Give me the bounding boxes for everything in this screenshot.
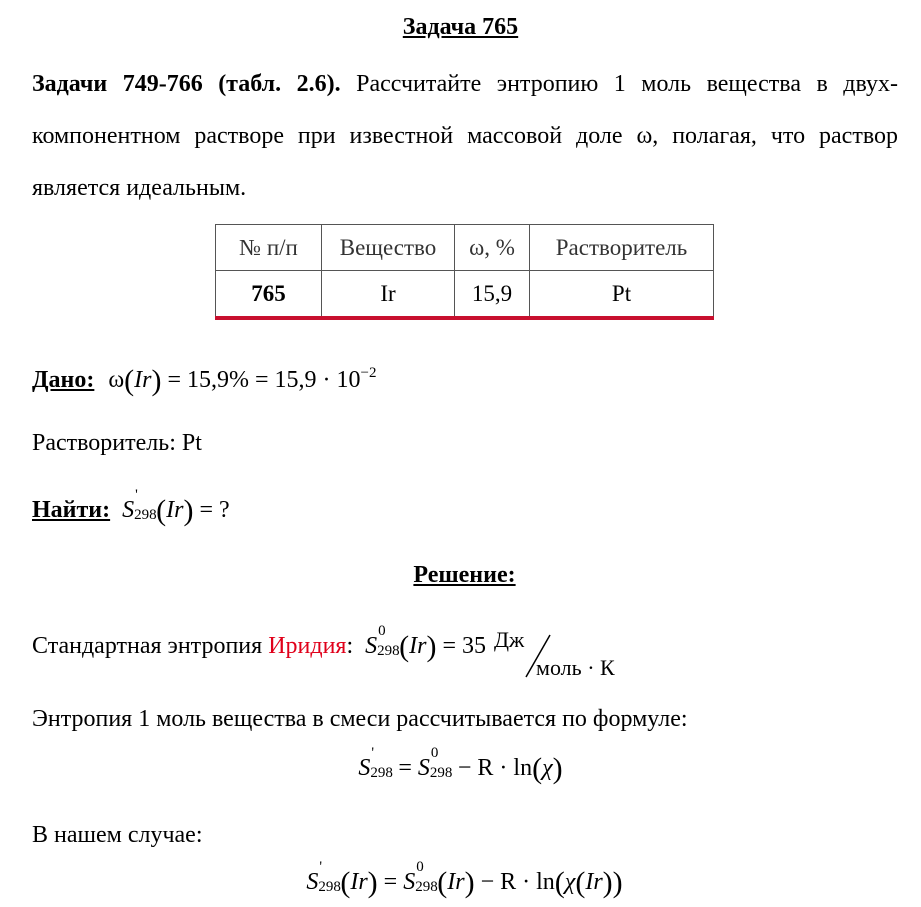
rhs-symbol: S (417, 755, 430, 781)
case-line: В нашем случае: (32, 822, 203, 848)
table-header: Растворитель (530, 225, 714, 271)
find-rest: = ? (199, 497, 230, 523)
prime-mark: ' (371, 745, 375, 761)
temp-subscript: 298 (377, 643, 400, 659)
unit-numerator: Дж (494, 627, 525, 652)
given-exponent: −2 (360, 365, 377, 381)
given-line: Дано: $\omega(Ir) = 15,9\% = 15,9 \cdot 10^{-2}$ (32, 364, 377, 397)
temp-subscript: 298 (318, 879, 341, 895)
data-table (215, 224, 714, 320)
zero-superscript: 0 (378, 623, 386, 639)
unit-fraction (492, 627, 627, 683)
table-header: № п/п (216, 225, 322, 271)
solution-heading: Решение: (413, 562, 516, 588)
table-row (216, 271, 714, 319)
problem-statement (32, 58, 898, 214)
given-label: Дано: (32, 367, 95, 393)
element-name: Иридия (268, 633, 347, 659)
formula-general: S ' 298 = S 0 298 − R · ln(χ) (358, 745, 563, 785)
find-symbol: S (122, 497, 135, 523)
zero-superscript: 0 (430, 745, 439, 761)
temp-subscript: 298 (134, 507, 157, 523)
lhs-symbol: S (306, 869, 319, 895)
prime-mark: ' (135, 487, 138, 503)
table-cell: Pt (530, 271, 714, 319)
substance: Ir (447, 869, 465, 895)
equals: = (398, 755, 412, 781)
entropy-value: = 35 (442, 633, 487, 659)
rhs-symbol: S (403, 869, 416, 895)
temp-subscript: 298 (370, 765, 393, 781)
temp-subscript: 298 (415, 879, 438, 895)
standard-entropy-line: Стандартная энтропия Иридия: S 0 298 (Ir) = 35 Дж моль · К (32, 630, 627, 683)
substance: Ir (409, 633, 427, 659)
unit-denominator: моль · К (536, 655, 615, 680)
table-header: Вещество (322, 225, 455, 271)
given-value: = 15,9% = 15,9 · 10 (167, 367, 361, 393)
chi-symbol: χ (542, 755, 553, 781)
problem-title: Задача 765 (402, 14, 519, 40)
chi-symbol: χ (564, 869, 576, 895)
given-substance: Ir (134, 367, 152, 393)
temp-subscript: 298 (429, 765, 453, 781)
find-label: Найти: (32, 497, 111, 523)
table-cell: 15,9 (455, 271, 530, 319)
standard-prefix: Стандартная энтропия (32, 633, 269, 659)
formula-intro: Энтропия 1 моль вещества в смеси рассчитывается по формуле: (32, 706, 688, 732)
substance: Ir (585, 869, 603, 895)
omega-symbol: ω (108, 367, 125, 393)
prime-mark: ' (319, 859, 323, 875)
solvent-line: Растворитель: Pt (32, 430, 202, 456)
table-cell: Ir (322, 271, 455, 319)
formula-rest: − R · ln (457, 755, 533, 781)
table-cell: 765 (216, 271, 322, 319)
lhs-symbol: S (358, 755, 371, 781)
entropy-symbol: S (365, 633, 378, 659)
equals: = (383, 869, 398, 895)
formula-rest: − R · ln (480, 869, 555, 895)
statement-ref: Задачи 749-766 (табл. 2.6). (32, 71, 341, 97)
find-line: Найти: S ' 298 (Ir) = ? (32, 487, 230, 527)
find-substance: Ir (166, 497, 184, 523)
table-header: ω, % (455, 225, 530, 271)
statement-text: Рассчитайте энтропию 1 моль вещества в двух-компонентном растворе при известной массовой доле ω, полагая, что раствор является идеальным. (32, 71, 899, 201)
colon: : (346, 633, 354, 659)
substance: Ir (350, 869, 368, 895)
formula-specific: S ' 298 (Ir) = S 0 298 (Ir) − R · ln(χ(Ir)) (306, 859, 623, 899)
table-header-row (216, 225, 714, 271)
zero-superscript: 0 (416, 859, 424, 875)
